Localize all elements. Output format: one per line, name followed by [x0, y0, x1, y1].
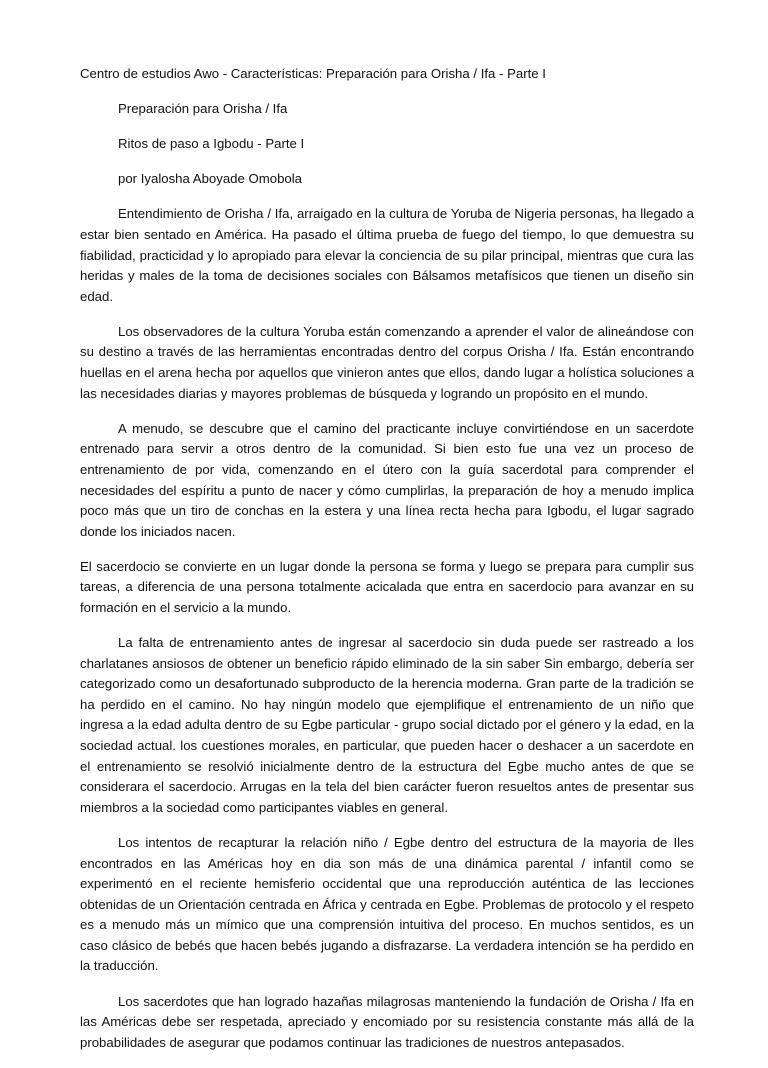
document-page — [80, 64, 694, 1068]
paragraph: El sacerdocio se convierte en un lugar donde la persona se forma y luego se prepara para cumplir sus tareas, a diferencia de una persona totalmente acicalada que entra en sacerdocio para avanzar en su formación en el servicio a la mundo. — [80, 558, 694, 615]
paragraph: La falta de entrenamiento antes de ingresar al sacerdocio sin duda puede ser rastreado a los charlatanes ansiosos de obtener un beneficio rápido eliminado de la sin saber Sin embargo, debería ser categorizado como un desafortunado subproducto de la herencia moderna. Gran parte de la tradición se ha perdido en el camino. No hay ningún modelo que ejemplifique el entrenamiento de un niño que ingresa a la edad adulta dentro de su Egbe particular - grupo social dictado por el género y la edad, en la sociedad actual. los cuestiones morales, en particular, que pueden hacer o deshacer a un sacerdote en el entrenamiento se resolvió inicialmente dentro de la estructura del Egbe mucho antes de que se considerara el sacerdocio. Arrugas en la tela del bien carácter fueron resueltos antes de presentar sus miembros a la sociedad como participantes viables en general. — [80, 635, 694, 815]
document-section-title: Ritos de paso a Igbodu - Parte I — [118, 136, 305, 152]
paragraph: Los observadores de la cultura Yoruba están comenzando a aprender el valor de alineándose con su destino a través de las herramientas encontradas dentro del corpus Orisha / Ifa. Están encontrando huellas en el arena hecha por aquellos que vinieron antes que ellos, dando lugar a holística soluciones a las necesidades diarias y mayores problemas de búsqueda y logrando un propósito en el mundo. — [80, 323, 694, 401]
paragraph: Los sacerdotes que han logrado hazañas milagrosas manteniendo la fundación de Orisha / Ifa en las Américas debe ser respetada, apreciado y encomiado por su resistencia constante más allá de la probabilidades de asegurar que podamos continuar las tradiciones de nuestros antepasados. — [80, 993, 694, 1050]
paragraph: Los intentos de recapturar la relación niño / Egbe dentro del estructura de la mayoria de Iles encontrados en las Américas hoy en dia son más de una dinámica parental / infantil como se experimentó en el reciente hemisferio occidental que una reproducción auténtica de las lecciones obtenidas de un Orientación centrada en África y centrada en Egbe. Problemas de protocolo y el respeto es a menudo más un mímico que una comprensión intuitiva del proceso. En muchos sentidos, es un caso clásico de bebés que hacen bebés jugando a disfrazarse. La verdadera intención se ha perdido en la traducción. — [80, 834, 694, 974]
paragraph: Entendimiento de Orisha / Ifa, arraigado en la cultura de Yoruba de Nigeria personas, ha llegado a estar bien sentado en América. Ha pasado el última prueba de fuego del tiempo, lo que demuestra su fiabilidad, practicidad y lo apropiado para elevar la conciencia de su pilar principal, mientras que cura las heridas y males de la toma de decisiones sociales con Bálsamos metafísicos que tienen un diseño sin edad. — [80, 206, 694, 304]
paragraph: A menudo, se descubre que el camino del practicante incluye convirtiéndose en un sacerdote entrenado para servir a otros dentro de la comunidad. Si bien esto fue una vez un proceso de entrenamiento de por vida, comenzando en el útero con la guía sacerdotal para comprender el necesidades del espíritu a punto de nacer y cómo cumplirlas, la preparación de hoy a menudo implica poco más que un tiro de conchas en la estera y una línea recta hecha para Igbodu, el lugar sagrado donde los iniciados nacen. — [80, 420, 694, 539]
document-subtitle: Preparación para Orisha / Ifa — [118, 101, 288, 117]
document-header: Centro de estudios Awo - Características: Preparación para Orisha / Ifa - Parte I — [80, 66, 546, 81]
document-author: por Iyalosha Aboyade Omobola — [118, 171, 303, 187]
